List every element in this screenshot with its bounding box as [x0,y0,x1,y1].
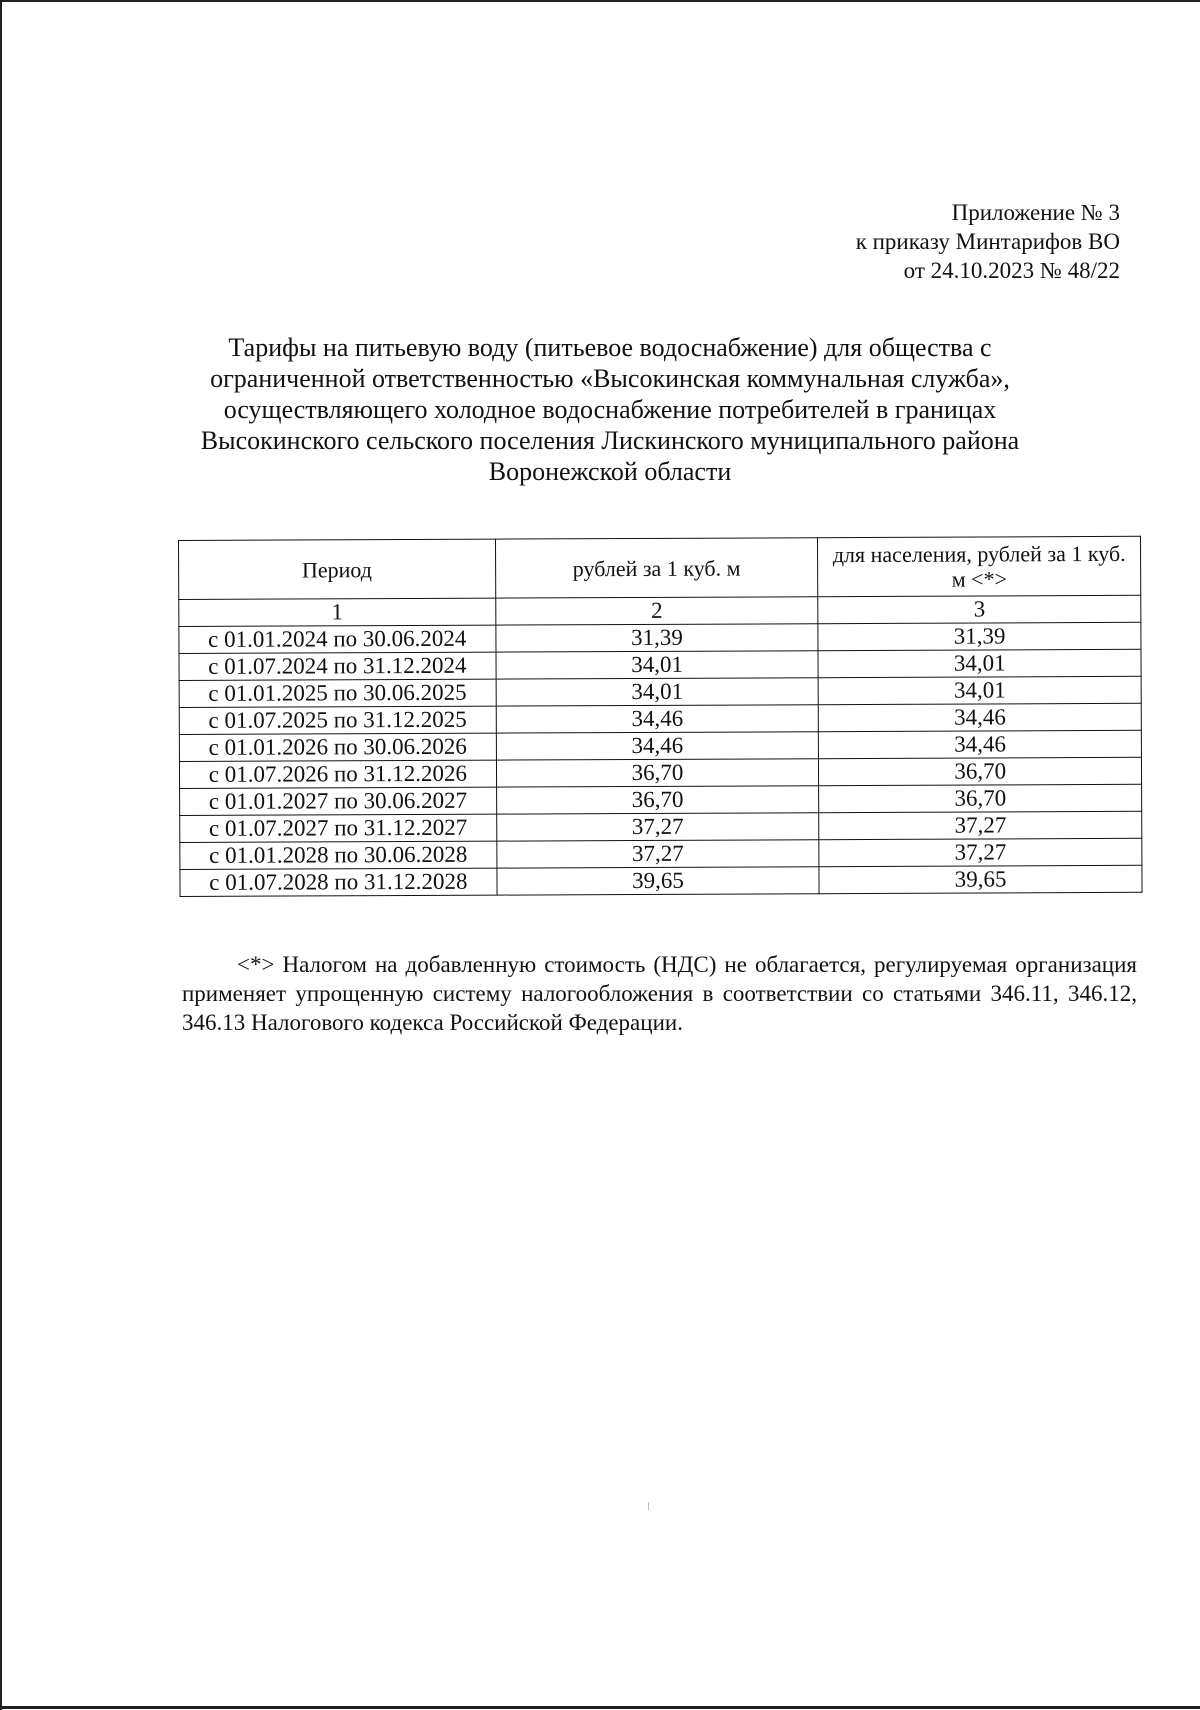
population-rate-cell: 34,01 [818,649,1141,677]
header-rate: рублей за 1 куб. м [495,538,818,598]
table-row [179,676,1141,707]
period-cell: с 01.07.2026 по 31.12.2026 [179,760,496,788]
column-index: 2 [495,597,818,625]
rate-cell: 36,70 [496,786,819,814]
appendix-reference [856,198,1120,285]
tariff-table [178,536,1143,897]
population-rate-cell: 37,27 [819,811,1142,839]
period-cell: с 01.01.2028 по 30.06.2028 [180,841,497,869]
rate-cell: 31,39 [496,624,819,652]
rate-cell: 34,46 [496,732,819,760]
rate-cell: 39,65 [497,867,820,895]
title-line: осуществляющего холодное водоснабжение потребителей в границах [223,395,997,424]
title-line: Тарифы на питьевую воду (питьевое водоснабжение) для общества с [228,333,992,362]
scan-edge-left [0,0,2,1710]
column-index: 3 [818,595,1141,623]
table-header-row [179,536,1141,599]
period-cell: с 01.07.2024 по 31.12.2024 [179,652,496,680]
table-row [179,757,1141,788]
population-rate-cell: 34,46 [819,730,1142,758]
table-row [179,649,1141,680]
appendix-number: Приложение № 3 [951,200,1120,225]
title-line: ограниченной ответственностью «Высокинская коммунальная служба», [210,364,1010,393]
rate-cell: 37,27 [497,840,820,868]
scan-speck [648,1502,649,1510]
table-row [180,865,1142,896]
population-rate-cell: 39,65 [819,865,1142,893]
table-row [180,811,1142,842]
title-line: Воронежской области [488,457,732,486]
table-row [179,622,1141,653]
scan-edge-top [0,0,1200,2]
rate-cell: 37,27 [496,813,819,841]
period-cell: с 01.07.2027 по 31.12.2027 [180,814,497,842]
population-rate-cell: 34,01 [818,676,1141,704]
population-rate-cell: 31,39 [818,622,1141,650]
title-line: Высокинского сельского поселения Лискинского муниципального района [200,426,1020,455]
period-cell: с 01.01.2025 по 30.06.2025 [179,679,496,707]
population-rate-cell: 34,46 [819,703,1142,731]
rate-cell: 34,01 [496,651,819,679]
header-period: Период [179,539,496,599]
column-index: 1 [179,598,496,626]
table-row [179,730,1141,761]
period-cell: с 01.01.2027 по 30.06.2027 [180,787,497,815]
footnote-text: <*> Налогом на добавленную стоимость (НДС) не облагается, регулируемая организация применяет упрощенную систему налогообложения в соответствии со статьями 346.11, 346.12, 346.13 Налогового кодекса Российской Федерации. [182,952,1137,1035]
rate-cell: 34,46 [496,705,819,733]
period-cell: с 01.07.2025 по 31.12.2025 [179,706,496,734]
population-rate-cell: 36,70 [819,784,1142,812]
footnote [182,950,1137,1037]
column-index-row [179,595,1141,626]
header-rate-population: для населения, рублей за 1 куб. м <*> [818,536,1141,596]
document-title [175,332,1045,487]
table-row [179,703,1141,734]
appendix-date: от 24.10.2023 № 48/22 [903,258,1120,283]
population-rate-cell: 36,70 [819,757,1142,785]
rate-cell: 34,01 [496,678,819,706]
table-row [180,838,1142,869]
period-cell: с 01.07.2028 по 31.12.2028 [180,868,497,896]
rate-cell: 36,70 [496,759,819,787]
appendix-order: к приказу Минтарифов ВО [855,229,1120,254]
period-cell: с 01.01.2024 по 30.06.2024 [179,625,496,653]
table-row [180,784,1142,815]
population-rate-cell: 37,27 [819,838,1142,866]
scan-edge-bottom [0,1706,1200,1709]
period-cell: с 01.01.2026 по 30.06.2026 [179,733,496,761]
